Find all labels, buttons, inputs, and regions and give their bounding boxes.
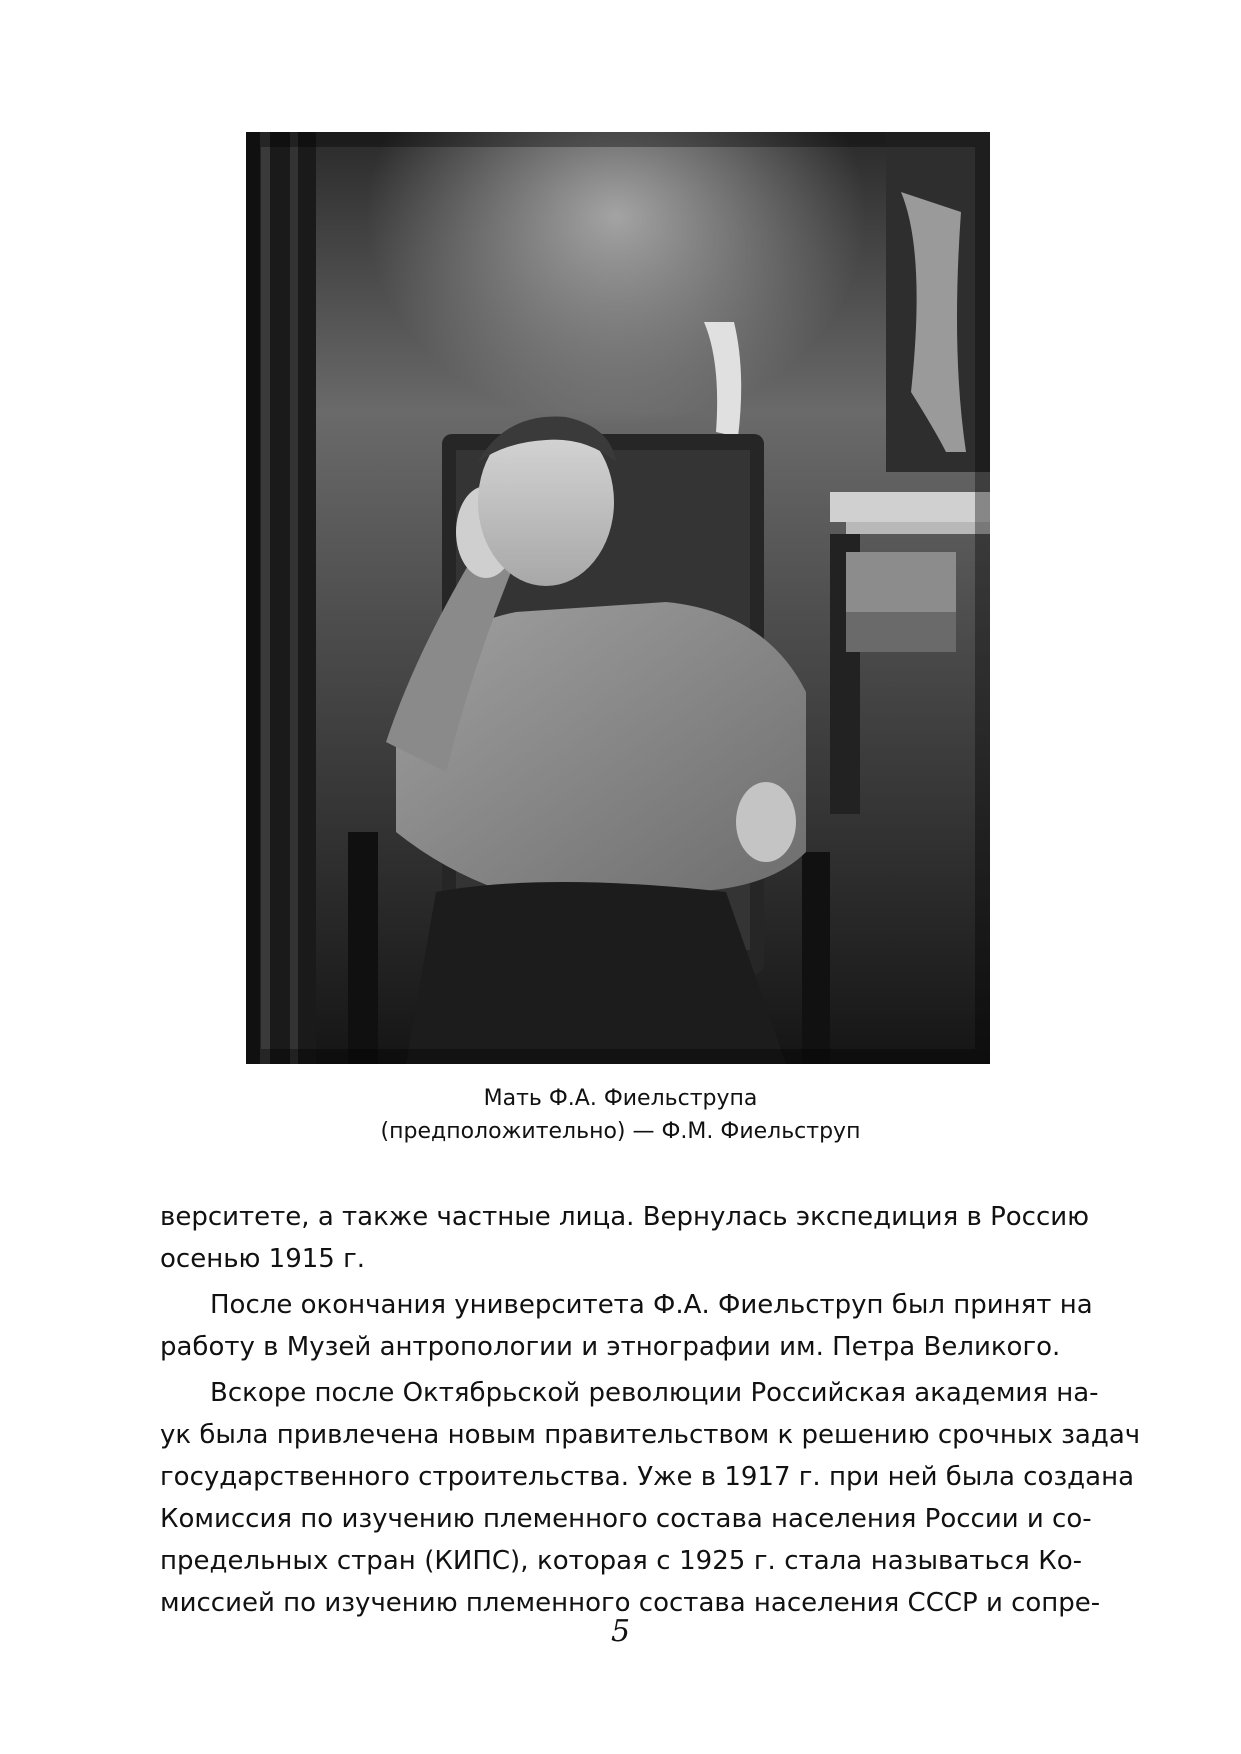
text-line: государственного строительства. Уже в 1917 г. при ней была создана — [160, 1462, 1135, 1492]
text-line: Комиссия по изучению племенного состава населения России и со- — [160, 1504, 1092, 1534]
paragraph-3 — [160, 1372, 1141, 1624]
photo-caption-title: Мать Ф.А. Фиельструпа — [483, 1086, 758, 1111]
text-line: Вскоре после Октябрьской революции Российская академия на- — [210, 1378, 1099, 1408]
paragraph-2 — [160, 1284, 1093, 1368]
text-line: миссией по изучению племенного состава населения СССР и сопре- — [160, 1588, 1101, 1618]
page-number: 5 — [610, 1614, 631, 1649]
text-line: верситете, а также частные лица. Вернулась экспедиция в Россию — [160, 1202, 1090, 1232]
photo-caption-subtitle: (предположительно) — Ф.М. Фиельструп — [380, 1119, 861, 1144]
photo-illustration — [246, 132, 990, 1064]
text-line: работу в Музей антропологии и этнографии им. Петра Великого. — [160, 1332, 1061, 1362]
paragraph-1 — [160, 1196, 1090, 1280]
portrait-photograph — [246, 132, 990, 1064]
body-text — [160, 1196, 1141, 1624]
text-line: После окончания университета Ф.А. Фиельструп был принят на — [210, 1290, 1093, 1320]
text-line: осенью 1915 г. — [160, 1244, 366, 1274]
text-line: ук была привлечена новым правительством к решению срочных задач — [160, 1420, 1141, 1450]
text-line: предельных стран (КИПС), которая с 1925 г. стала называться Ко- — [160, 1546, 1082, 1576]
